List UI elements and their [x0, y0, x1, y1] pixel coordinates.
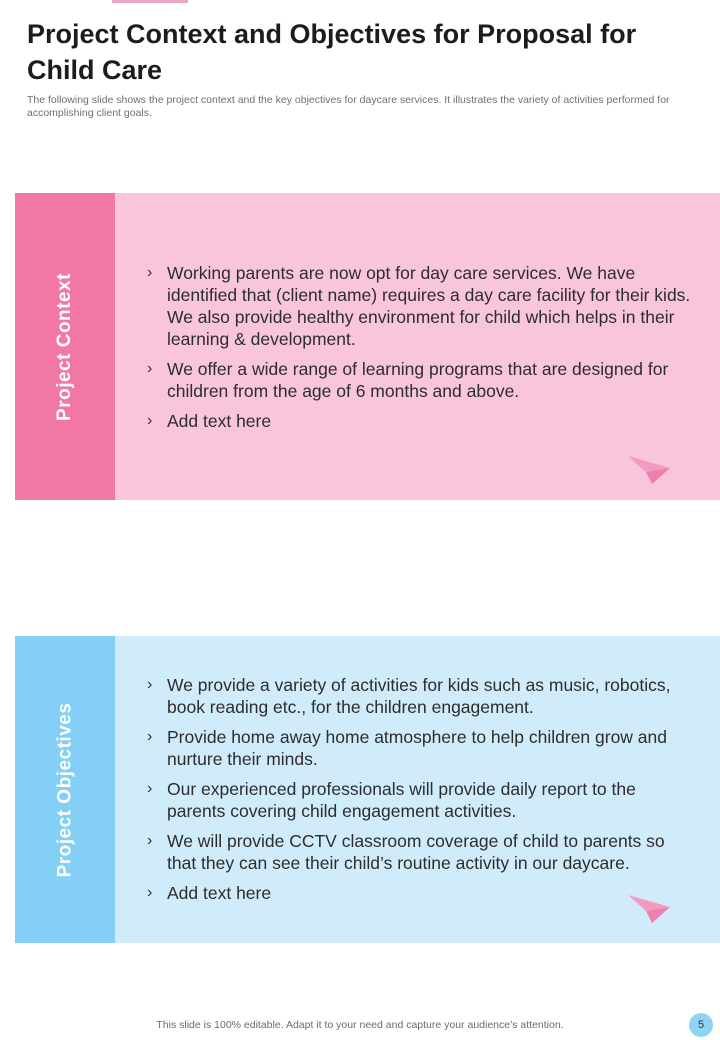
chevron-right-icon: › [147, 884, 153, 901]
bullet-text: We offer a wide range of learning programs that are designed for children from the age of 6 months and above. [167, 359, 669, 401]
chevron-right-icon: › [147, 412, 153, 429]
project-objectives-list [147, 674, 696, 912]
bullet-text: We will provide CCTV classroom coverage of child to parents so that they can see their child’s routine activity in our daycare. [167, 831, 665, 873]
list-item [147, 358, 696, 402]
list-item [147, 262, 696, 350]
page-number-badge: 5 [689, 1013, 713, 1037]
list-item [147, 882, 696, 904]
project-objectives-panel [115, 636, 720, 943]
bullet-text: Add text here [167, 411, 272, 431]
chevron-right-icon: › [147, 360, 153, 377]
page-title: Project Context and Objectives for Proposal for Child Care [27, 19, 637, 85]
footer-note: This slide is 100% editable. Adapt it to your need and capture your audience’s attention. [156, 1019, 564, 1031]
project-context-section [15, 193, 720, 500]
project-objectives-label: Project Objectives [54, 702, 76, 877]
project-context-label: Project Context [54, 272, 76, 421]
bullet-text: Provide home away home atmosphere to help children grow and nurture their minds. [167, 727, 668, 769]
project-context-panel [115, 193, 720, 500]
list-item [147, 830, 696, 874]
bullet-text: Working parents are now opt for day care services. We have identified that (client name) requires a day care facility for their kids. We also provide healthy environment for child which helps in their learning & development. [167, 263, 691, 349]
list-item [147, 410, 696, 432]
chevron-right-icon: › [147, 832, 153, 849]
chevron-right-icon: › [147, 264, 153, 281]
chevron-right-icon: › [147, 676, 153, 693]
top-accent-line [112, 0, 188, 3]
bullet-text: Add text here [167, 883, 272, 903]
list-item [147, 726, 696, 770]
chevron-right-icon: › [147, 780, 153, 797]
list-item [147, 778, 696, 822]
project-objectives-sidebar [15, 636, 115, 943]
bullet-text: Our experienced professionals will provide daily report to the parents covering child engagement activities. [167, 779, 636, 821]
page-subtitle: The following slide shows the project context and the key objectives for daycare services. It illustrates the variety of activities performed for accomplishing client goals. [27, 94, 670, 119]
project-context-list [147, 262, 696, 440]
project-context-sidebar [15, 193, 115, 500]
project-objectives-section [15, 636, 720, 943]
list-item [147, 674, 696, 718]
chevron-right-icon: › [147, 728, 153, 745]
paper-plane-icon [626, 450, 674, 490]
bullet-text: We provide a variety of activities for kids such as music, robotics, book reading etc., for the children engagement. [167, 675, 671, 717]
paper-plane-icon [626, 889, 674, 929]
